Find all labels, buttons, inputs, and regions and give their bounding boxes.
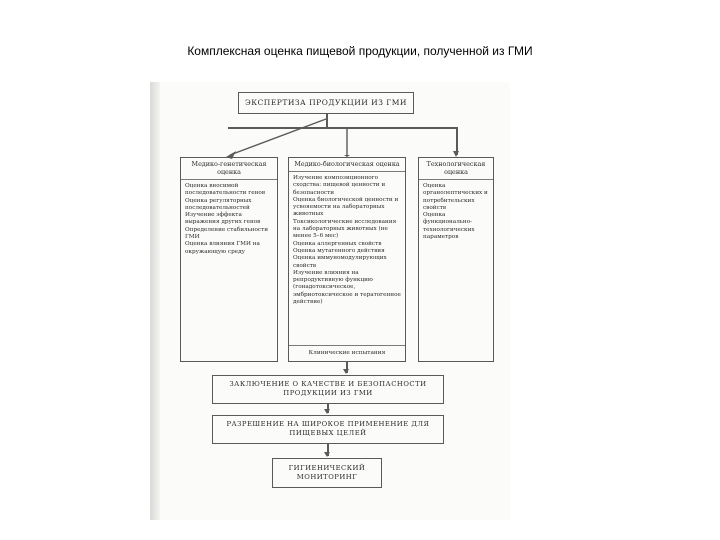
genetic-assessment-list: [181, 180, 277, 259]
permission-box: РАЗРЕШЕНИЕ НА ШИРОКОЕ ПРИМЕНЕНИЕ ДЛЯ ПИЩЕВЫХ ЦЕЛЕЙ: [212, 415, 444, 444]
technological-assessment-list: [419, 180, 493, 244]
list-item: Оценка вносимой последовательности генов: [185, 183, 266, 197]
list-item: Оценка иммуномодулирующих свойств: [293, 255, 387, 269]
technological-assessment-title: Технологическая оценка: [419, 158, 493, 180]
conclusion-box: ЗАКЛЮЧЕНИЕ О КАЧЕСТВЕ И БЕЗОПАСНОСТИ ПРОДУКЦИИ ИЗ ГМИ: [212, 375, 444, 404]
monitoring-box: ГИГИЕНИЧЕСКИЙ МОНИТОРИНГ: [272, 458, 382, 488]
biological-assessment-title: Медико-биологическая оценка: [289, 158, 405, 172]
list-item: Оценка функционально-технологических параметров: [423, 212, 475, 241]
list-item: Оценка мутагенного действия: [293, 247, 385, 254]
arrowhead-monitoring: [324, 452, 330, 457]
list-item: Оценка регуляторных последовательностей: [185, 197, 252, 211]
biological-assessment-list: [289, 172, 405, 309]
list-item: Оценка влияния ГМИ на окружающую среду: [185, 241, 260, 255]
list-item: Изучение композиционного сходства: пищевой ценности и безопасности: [293, 175, 386, 196]
clinical-trials-label: Клинические испытания: [289, 345, 405, 361]
biological-assessment-box: [288, 157, 406, 362]
list-item: Изучение влияния на репродуктивную функцию (гонадотоксическое, эмбриотоксическое и тератогенное действие): [293, 269, 401, 306]
list-item: Оценка биологической ценности и усвояемости на лабораторных животных: [293, 196, 399, 218]
list-item: Изучение эффекта выражения других генов: [185, 212, 261, 226]
arrowhead-conclusion: [343, 369, 349, 374]
list-item: Оценка аллергенных свойств: [293, 240, 382, 247]
list-item: Оценка органолептических и потребительских свойств: [423, 183, 488, 211]
genetic-assessment-title: Медико-генетическая оценка: [181, 158, 277, 180]
slide-title: Комплексная оценка пищевой продукции, полученной из ГМИ: [187, 44, 533, 58]
list-item: Определение стабильности ГМИ: [185, 226, 269, 241]
expertise-box: ЭКСПЕРТИЗА ПРОДУКЦИИ ИЗ ГМИ: [238, 92, 414, 114]
genetic-assessment-box: [180, 157, 278, 362]
arrow-left-branch: [230, 119, 326, 155]
arrowhead-permission: [324, 409, 330, 414]
technological-assessment-box: [418, 157, 494, 362]
list-item: Токсикологические исследования на лабораторных животных (не менее 5–6 мес): [293, 218, 397, 240]
